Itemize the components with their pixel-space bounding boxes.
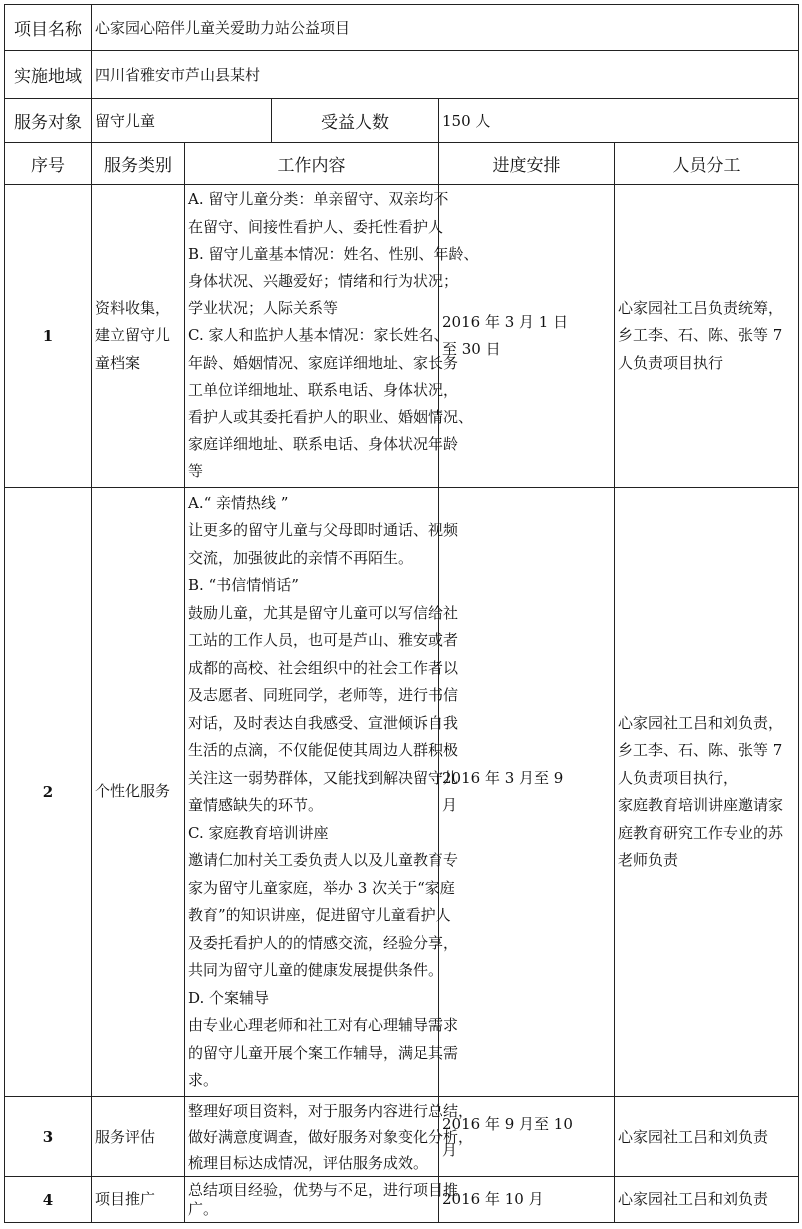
schedule-line: 2016 年 3 月至 9	[442, 768, 564, 787]
content-line: 由专业心理老师和社工对有心理辅导需求	[188, 1016, 459, 1034]
table-row	[5, 1177, 799, 1223]
row-schedule	[439, 185, 615, 488]
content-line: 学业状况；人际关系等	[188, 299, 339, 318]
row-number: 3	[5, 1097, 92, 1177]
content-line: 看护人或其委托看护人的职业、婚姻情况、	[188, 408, 474, 426]
content-line: 广。	[188, 1199, 219, 1218]
beneficiaries-label: 受益人数	[272, 99, 439, 143]
content-line: 整理好项目资料，对于服务内容进行总结，	[188, 1101, 474, 1120]
location-label: 实施地域	[5, 51, 92, 99]
content-line: 总结项目经验，优势与不足，进行项目推	[188, 1180, 459, 1199]
content-line: 对话，及时表达自我感受、宣泄倾诉自我	[188, 713, 459, 732]
table-row	[5, 488, 799, 1097]
schedule-line: 2016 年 10 月	[442, 1190, 544, 1208]
content-line: 家为留守儿童家庭，举办 3 次关于“家庭	[188, 878, 455, 897]
row-category	[92, 185, 185, 488]
row-content	[185, 1097, 474, 1177]
staff-line: 乡工李、石、陈、张等 7	[618, 326, 783, 345]
category-line: 建立留守儿	[95, 326, 171, 345]
content-line: 家庭详细地址、联系电话、身体状况年龄	[188, 435, 459, 454]
header-content: 工作内容	[185, 143, 439, 185]
schedule-line: 至 30 日	[442, 340, 501, 358]
header-no: 序号	[5, 143, 92, 185]
staff-line: 人负责项目执行，	[618, 768, 739, 787]
content-line: A. 留守儿童分类：单亲留守、双亲均不	[188, 190, 449, 209]
content-line: 在留守、间接性看护人、委托性看护人	[188, 217, 444, 236]
content-line: 的留守儿童开展个案工作辅导，满足其需	[188, 1043, 459, 1062]
row-number: 2	[5, 488, 92, 1097]
content-line: 年龄、婚姻情况、家庭详细地址、家长务	[188, 353, 459, 372]
project-plan-sheet	[4, 4, 798, 1225]
category-line: 项目推广	[95, 1190, 156, 1208]
location-row	[5, 51, 799, 99]
content-line: 童情感缺失的环节。	[188, 796, 324, 814]
row-staff	[615, 1097, 799, 1177]
row-staff	[615, 185, 799, 488]
table-row	[5, 185, 799, 488]
content-line: 工单位详细地址、联系电话、身体状况，	[188, 380, 459, 399]
content-line: 工站的工作人员，也可是芦山、雅安或者	[188, 631, 459, 649]
content-line: 关注这一弱势群体，又能找到解决留守儿	[188, 768, 459, 787]
content-line: B. 留守儿童基本情况：姓名、性别、年龄、	[188, 244, 479, 263]
header-schedule: 进度安排	[439, 143, 615, 185]
category-line: 童档案	[95, 353, 141, 372]
staff-line: 老师负责	[618, 851, 679, 869]
content-line: 成都的高校、社会组织中的社会工作者以	[188, 658, 459, 677]
staff-line: 家庭教育培训讲座邀请家	[618, 796, 784, 814]
category-line: 资料收集，	[95, 299, 171, 318]
schedule-line: 2016 年 9 月至 10	[442, 1114, 573, 1133]
row-number: 4	[5, 1177, 92, 1223]
project-name-label: 项目名称	[5, 5, 92, 51]
content-line: B. “书信情悄话”	[188, 576, 299, 594]
content-line: 让更多的留守儿童与父母即时通话、视频	[188, 521, 459, 539]
target-label: 服务对象	[5, 99, 92, 143]
content-line: 做好满意度调查，做好服务对象变化分析，	[188, 1127, 474, 1146]
staff-line: 人负责项目执行	[618, 353, 724, 372]
staff-line: 乡工李、石、陈、张等 7	[618, 741, 783, 759]
header-category: 服务类别	[92, 143, 185, 185]
location-value: 四川省雅安市芦山县某村	[92, 51, 799, 99]
row-staff	[615, 1177, 799, 1223]
staff-line: 心家园社工吕和刘负责	[618, 1127, 769, 1146]
staff-line: 心家园社工吕和刘负责，	[618, 713, 784, 732]
content-line: 交流，加强彼此的亲情不再陌生。	[188, 548, 414, 567]
content-line: D. 个案辅导	[188, 988, 270, 1007]
row-schedule	[439, 1177, 615, 1223]
content-line: 生活的点滴，不仅能促使其周边人群积极	[188, 741, 459, 759]
content-line: 教育”的知识讲座，促进留守儿童看护人	[188, 906, 451, 924]
row-category	[92, 1097, 185, 1177]
content-line: 鼓励儿童，尤其是留守儿童可以写信给社	[188, 603, 459, 622]
content-line: 及志愿者、同班同学，老师等，进行书信	[188, 686, 459, 704]
row-staff	[615, 488, 799, 1097]
content-line: 身体状况、兴趣爱好；情绪和行为状况；	[188, 271, 459, 290]
staff-line: 心家园社工吕负责统筹，	[618, 299, 784, 318]
content-line: 共同为留守儿童的健康发展提供条件。	[188, 961, 444, 979]
schedule-line: 月	[442, 1140, 458, 1159]
row-content	[185, 1177, 459, 1223]
beneficiaries-value: 150 人	[439, 99, 799, 143]
staff-line: 心家园社工吕和刘负责	[618, 1190, 769, 1208]
target-row	[5, 99, 799, 143]
category-line: 服务评估	[95, 1127, 156, 1146]
content-line: 邀请仁加村关工委负责人以及儿童教育专	[188, 851, 459, 869]
content-line: 及委托看护人的的情感交流，经验分享，	[188, 933, 459, 952]
row-category	[92, 1177, 185, 1223]
row-schedule	[439, 488, 615, 1097]
row-category	[92, 488, 185, 1097]
project-name-row	[5, 5, 799, 51]
category-line: 个性化服务	[95, 782, 171, 801]
staff-line: 庭教育研究工作专业的苏	[618, 823, 784, 842]
content-line: 求。	[188, 1071, 219, 1089]
project-plan-table	[4, 4, 799, 1223]
schedule-line: 2016 年 3 月 1 日	[442, 312, 569, 331]
table-header-row	[5, 143, 799, 185]
content-line: 梳理目标达成情况，评估服务成效。	[188, 1153, 429, 1172]
row-number: 1	[5, 185, 92, 488]
project-name-value: 心家园心陪伴儿童关爱助力站公益项目	[92, 5, 799, 51]
header-staff: 人员分工	[615, 143, 799, 185]
row-content	[185, 488, 459, 1097]
target-value: 留守儿童	[92, 99, 272, 143]
content-line: A.“ 亲情热线 ”	[188, 493, 289, 512]
content-line: 等	[188, 462, 204, 481]
schedule-line: 月	[442, 796, 458, 814]
content-line: C. 家人和监护人基本情况：家长姓名、	[188, 326, 449, 345]
content-line: C. 家庭教育培训讲座	[188, 823, 329, 842]
table-row	[5, 1097, 799, 1177]
